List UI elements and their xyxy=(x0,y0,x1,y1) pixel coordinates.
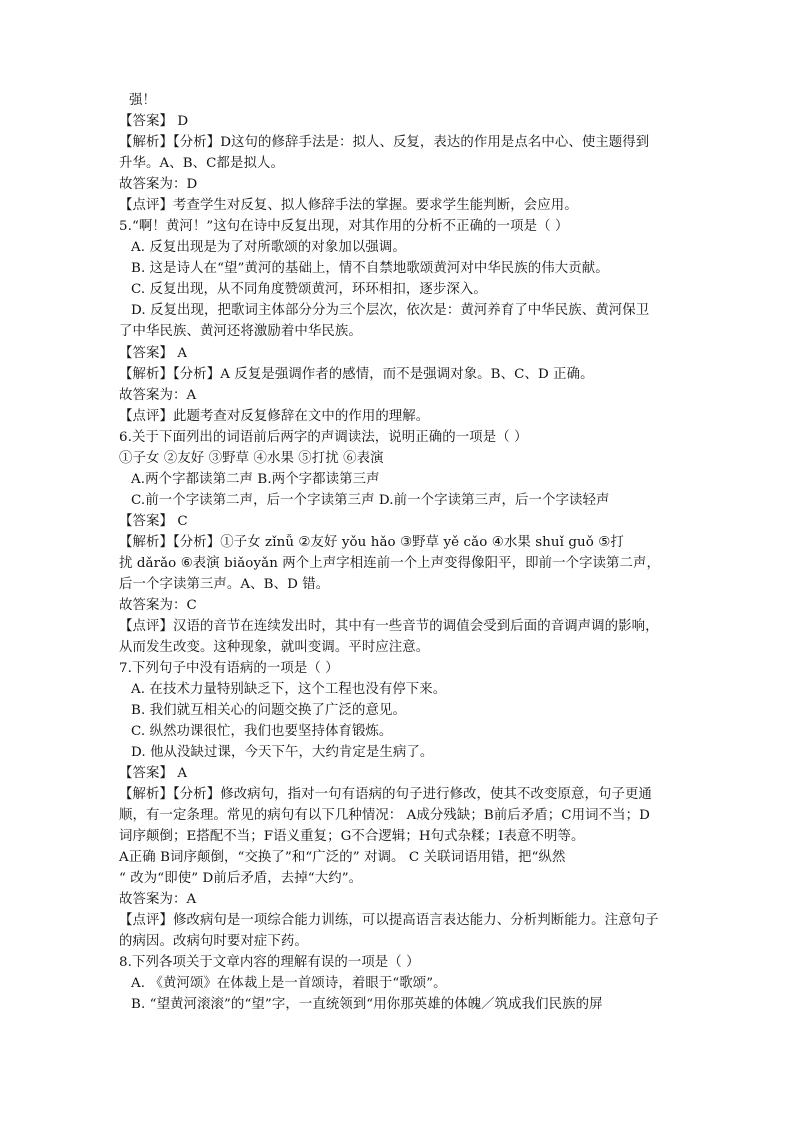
comment-line: 【点评】此题考查对反复修辞在文中的作用的理解。 xyxy=(119,409,430,424)
text-line: 扰 dǎrǎo ⑥表演 biǎoyǎn 两个上声字相连前一个上声变得像阳平，即前一个字读第二声， xyxy=(119,556,661,571)
option-a: A. 《黄河颂》在体裁上是一首颂诗，着眼于“歌颂”。 xyxy=(131,976,447,991)
text-line: “ 改为“即使” D前后矛盾，去掉“大约”。 xyxy=(119,871,363,886)
option-c: C. 反复出现，从不同角度赞颂黄河，环环相扣，逐步深入。 xyxy=(131,282,487,297)
text-line: 顺，有一定条理。常见的病句有以下几种情况： A成分残缺；B前后矛盾；C用词不当；D xyxy=(119,808,650,823)
text-line: 的病因。改病句时要对症下药。 xyxy=(119,934,308,949)
text-line: 了中华民族、黄河还将激励着中华民族。 xyxy=(119,324,362,339)
question-6: 6.关于下面列出的词语前后两字的声调读法，说明正确的一项是（ ） xyxy=(119,430,528,445)
text-line: 词序颠倒；E搭配不当；F语义重复；G不合逻辑；H句式杂糅；I表意不明等。 xyxy=(119,829,585,844)
comment-line: 【点评】修改病句是一项综合能力训练，可以提高语言表达能力、分析判断能力。注意句子 xyxy=(119,913,659,928)
text-line: 后一个字读第三声。A、B、D 错。 xyxy=(119,577,330,592)
text-line: 从而发生改变。这种现象，就叫变调。平时应注意。 xyxy=(119,640,430,655)
answer-line: 故答案为：A xyxy=(119,388,197,403)
word-list: ①子女 ②友好 ③野草 ④水果 ⑤打扰 ⑥表演 xyxy=(119,451,384,466)
option-ab: A.两个字都读第二声 B.两个字都读第三声 xyxy=(131,472,380,487)
analysis-line: 【解析】【分析】A 反复是强调作者的感情，而不是强调对象。B、C、D 正确。 xyxy=(119,367,594,382)
option-cd: C.前一个字读第二声，后一个字读第三声 D.前一个字读第三声，后一个字读轻声 xyxy=(131,493,610,508)
answer-line: 故答案为：C xyxy=(119,598,197,613)
answer-line: 【答案】 C xyxy=(119,514,188,529)
question-5: 5.“啊！黄河！”这句在诗中反复出现，对其作用的分析不正确的一项是（ ） xyxy=(119,219,569,234)
option-d: D. 反复出现，把歌词主体部分分为三个层次，依次是：黄河养育了中华民族、黄河保卫 xyxy=(131,303,650,318)
option-b: B. “望黄河滚滚”的“望”字，一直统领到“用你那英雄的体魄／筑成我们民族的屏 xyxy=(131,997,603,1012)
option-d: D. 他从没缺过课，今天下午，大约肯定是生病了。 xyxy=(131,745,434,760)
option-b: B. 这是诗人在“望”黄河的基础上，情不自禁地歌颂黄河对中华民族的伟大贡献。 xyxy=(131,261,609,276)
analysis-line: 【解析】【分析】修改病句，指对一句有语病的句子进行修改，使其不改变原意，句子更通 xyxy=(119,787,652,802)
question-7: 7.下列句子中没有语病的一项是（ ） xyxy=(119,661,339,676)
answer-line: 【答案】 A xyxy=(119,766,188,781)
answer-line: 【答案】 A xyxy=(119,346,188,361)
analysis-line: 【解析】【分析】①子女 zǐnǚ ②友好 yǒu hǎo ③野草 yě cǎo ④水果 shuǐ guǒ ⑤打 xyxy=(119,535,624,550)
analysis-line: 【解析】【分析】D这句的修辞手法是：拟人、反复，表达的作用是点名中心、使主题得到 xyxy=(119,135,650,150)
answer-line: 【答案】 D xyxy=(119,114,189,129)
text-line: 强！ xyxy=(129,93,156,108)
answer-line: 故答案为：D xyxy=(119,177,198,192)
option-c: C. 纵然功课很忙，我们也要坚持体育锻炼。 xyxy=(131,724,393,739)
option-a: A. 反复出现是为了对所歌颂的对象加以强调。 xyxy=(131,240,406,255)
text-line: A正确 B词序颠倒，“交换了”和“广泛的” 对调。 C 关联词语用错，把“纵然 xyxy=(119,850,566,865)
option-b: B. 我们就互相关心的问题交换了广泛的意见。 xyxy=(131,703,406,718)
answer-line: 故答案为：A xyxy=(119,892,197,907)
option-a: A. 在技术力量特别缺乏下，这个工程也没有停下来。 xyxy=(131,682,447,697)
question-8: 8.下列各项关于文章内容的理解有误的一项是（ ） xyxy=(119,955,420,970)
comment-line: 【点评】考查学生对反复、拟人修辞手法的掌握。要求学生能判断，会应用。 xyxy=(119,198,578,213)
comment-line: 【点评】汉语的音节在连续发出时，其中有一些音节的调值会受到后面的音调声调的影响， xyxy=(119,619,659,634)
text-line: 升华。A、B、C都是拟人。 xyxy=(119,156,284,171)
